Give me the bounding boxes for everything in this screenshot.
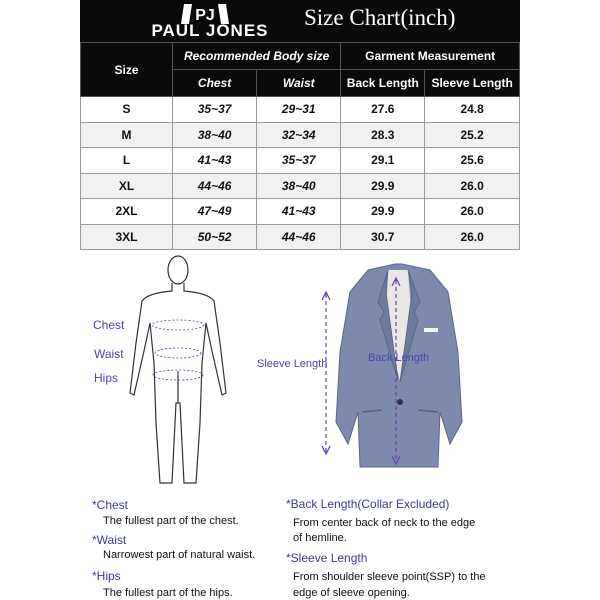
chest-cell: 35~37: [173, 97, 257, 123]
size-cell: XL: [81, 173, 173, 199]
sleeve-length-definition-title: *Sleeve Length: [286, 551, 368, 565]
back-length-column-header: Back Length: [341, 70, 425, 97]
chest-cell: 47~49: [173, 199, 257, 225]
size-cell: 2XL: [81, 199, 173, 225]
table-row: [81, 173, 520, 199]
hips-definition-text: The fullest part of the hips.: [103, 587, 233, 599]
chest-cell: 38~40: [173, 122, 257, 148]
sleeve-length-definition-text: From shoulder sleeve point(SSP) to the: [293, 571, 486, 583]
sleeve-length-cell: 25.6: [425, 148, 520, 174]
garment-group-header: Garment Measurement: [341, 43, 520, 70]
size-cell: S: [81, 97, 173, 123]
sleeve-length-cell: 26.0: [425, 173, 520, 199]
sleeve-length-cell: 26.0: [425, 199, 520, 225]
back-length-cell: 30.7: [341, 224, 425, 250]
back-length-cell: 29.9: [341, 199, 425, 225]
hips-figure-label: Hips: [94, 371, 119, 385]
chest-figure-label: Chest: [93, 318, 125, 332]
size-cell: M: [81, 122, 173, 148]
hips-definition-title: *Hips: [92, 569, 121, 583]
sleeve-length-cell: 26.0: [425, 224, 520, 250]
chart-title: Size Chart(inch): [304, 5, 456, 30]
waist-cell: 29~31: [257, 97, 341, 123]
back-length-cell: 29.9: [341, 173, 425, 199]
brand-name: PAUL JONES: [151, 21, 269, 40]
back-length-definition-title: *Back Length(Collar Excluded): [286, 497, 450, 511]
table-row: [81, 199, 520, 225]
blazer-illustration: [320, 262, 475, 477]
table-row: [81, 122, 520, 148]
waist-figure-label: Waist: [94, 347, 124, 361]
sleeve-length-column-header: Sleeve Length: [425, 70, 520, 97]
size-cell: 3XL: [81, 224, 173, 250]
waist-definition-title: *Waist: [92, 533, 127, 547]
table-row: [81, 148, 520, 174]
back-length-cell: 28.3: [341, 122, 425, 148]
sleeve-length-cell: 24.8: [425, 97, 520, 123]
waist-cell: 38~40: [257, 173, 341, 199]
waist-cell: 44~46: [257, 224, 341, 250]
size-cell: L: [81, 148, 173, 174]
size-table: [80, 42, 520, 250]
back-length-definition-text: From center back of neck to the edge: [293, 517, 476, 529]
chest-definition-text: The fullest part of the chest.: [103, 515, 239, 527]
body-size-group-header: Recommended Body size: [173, 43, 341, 70]
body-outline-figure: [118, 253, 238, 485]
waist-column-header: Waist: [257, 70, 341, 97]
back-length-label: Back Length: [368, 352, 430, 364]
back-length-cell: 27.6: [341, 97, 425, 123]
sleeve-length-label: Sleeve Length: [257, 358, 328, 370]
size-chart-header: [80, 0, 520, 42]
size-column-header: Size: [81, 43, 173, 97]
waist-cell: 41~43: [257, 199, 341, 225]
logo-mark-text: PJ: [195, 7, 215, 24]
waist-cell: 35~37: [257, 148, 341, 174]
waist-definition-text: Narrowest part of natural waist.: [103, 549, 256, 561]
sleeve-length-cell: 25.2: [425, 122, 520, 148]
chest-cell: 44~46: [173, 173, 257, 199]
table-row: [81, 97, 520, 123]
back-length-definition-text-2: of hemline.: [293, 532, 347, 544]
back-length-cell: 29.1: [341, 148, 425, 174]
chest-definition-title: *Chest: [92, 498, 129, 512]
sleeve-length-definition-text-2: edge of sleeve opening.: [293, 587, 410, 599]
chest-cell: 41~43: [173, 148, 257, 174]
chest-cell: 50~52: [173, 224, 257, 250]
table-row: [81, 224, 520, 250]
chest-column-header: Chest: [173, 70, 257, 97]
waist-cell: 32~34: [257, 122, 341, 148]
